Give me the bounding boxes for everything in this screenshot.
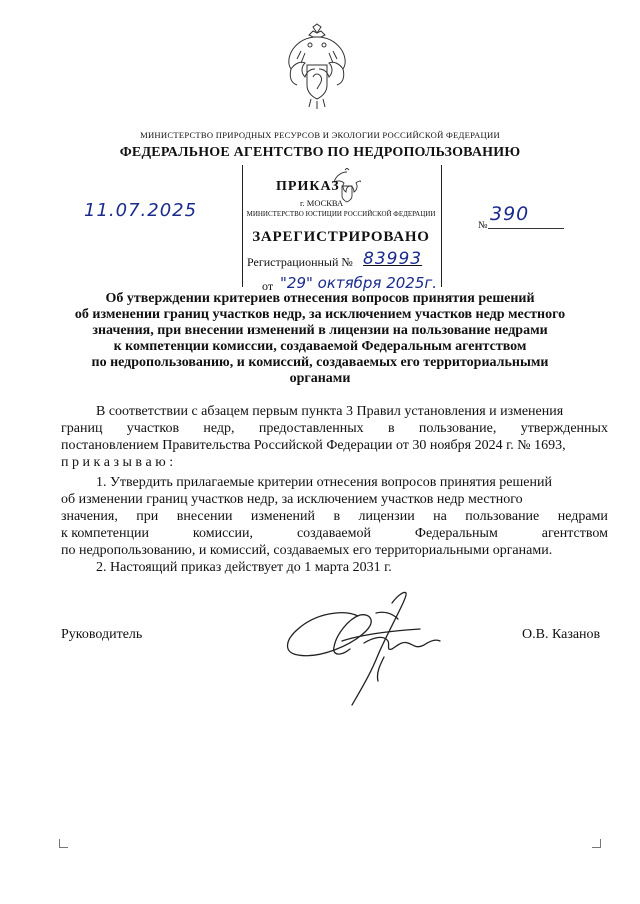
word: агентством (541, 526, 608, 541)
word: изменений (250, 509, 315, 524)
signer-role: Руководитель (61, 627, 143, 642)
body-line: по недропользованию, и комиссий, создаваемых его территориальными органами. (61, 543, 553, 558)
word: пользование, (418, 421, 497, 436)
order-command: п р и к а з ы в а ю : (61, 455, 174, 470)
body-line (61, 508, 608, 525)
title-line: Об утверждении критериев отнесения вопросов принятия решений (105, 291, 535, 306)
title-line: значения, при внесении изменений в лицензии на пользование недрами (92, 323, 548, 339)
order-number: 390 (490, 203, 530, 225)
word: предоставленных (258, 421, 364, 436)
body-line: постановлением Правительства Российской Федерации от 30 ноября 2024 г. № 1693, (61, 438, 566, 453)
paragraph-item-1 (61, 474, 608, 559)
body-line: 1. Утвердить прилагаемые критерии отнесения вопросов принятия решений (96, 475, 552, 490)
word: в (333, 509, 341, 524)
word: недр, (203, 421, 235, 436)
body-line: об изменении границ участков недр, за исключением участков недр местного (61, 492, 523, 507)
word: создаваемой (296, 526, 371, 541)
stamp-number-value: 83993 (363, 249, 423, 269)
word: недрами (557, 509, 608, 524)
stamp-number-label: Регистрационный № (247, 255, 353, 269)
word: в (387, 421, 395, 436)
word: внесении (176, 509, 233, 524)
word: участков (126, 421, 180, 436)
signer-name: О.В. Казанов (522, 627, 601, 642)
word: лицензии (358, 509, 415, 524)
document-title (60, 291, 580, 388)
word: при (136, 509, 159, 524)
word: Федеральным (414, 526, 498, 541)
body-line: В соответствии с абзацем первым пункта 3 Правил установления и изменения (96, 404, 564, 419)
title-line: по недропользованию, и комиссий, создаваемых его территориальными (91, 355, 549, 371)
word: утвержденных (520, 421, 608, 436)
word: к компетенции (61, 526, 149, 541)
stamp-date-value: "29" октября 2025г. (280, 274, 438, 292)
stamp-ministry: МИНИСТЕРСТВО ЮСТИЦИИ РОССИЙСКОЙ ФЕДЕРАЦИИ (246, 210, 436, 218)
doc-type-heading: ПРИКАЗ (276, 179, 340, 194)
order-date: 11.07.2025 (84, 200, 198, 221)
coat-of-arms-icon (279, 23, 355, 111)
body-line: 2. Настоящий приказ действует до 1 марта 2031 г. (96, 560, 392, 575)
handwritten-signature-icon (280, 583, 450, 708)
body-line (61, 420, 608, 437)
word: комиссии, (192, 526, 254, 541)
word: пользование (465, 509, 540, 524)
body-line (61, 525, 608, 542)
corner-mark (592, 839, 601, 848)
order-number-underline (488, 228, 564, 229)
word: значения, (61, 509, 118, 524)
city-label: г. МОСКВА (300, 198, 344, 208)
order-number-sign: № (478, 220, 488, 231)
ministry-name: МИНИСТЕРСТВО ПРИРОДНЫХ РЕСУРСОВ И ЭКОЛОГИИ РОССИЙСКОЙ ФЕДЕРАЦИИ (140, 130, 500, 140)
corner-mark (59, 839, 68, 848)
paragraph-item-2 (61, 559, 608, 576)
paragraph-preamble (61, 403, 608, 471)
agency-name: ФЕДЕРАЛЬНОЕ АГЕНТСТВО ПО НЕДРОПОЛЬЗОВАНИЮ (119, 145, 521, 160)
title-line: органами (289, 371, 351, 387)
title-line: к компетенции комиссии, создаваемой Федеральным агентством (113, 339, 527, 355)
title-line: об изменении границ участков недр, за исключением участков недр местного (74, 307, 566, 323)
word: на (433, 509, 447, 524)
stamp-status: ЗАРЕГИСТРИРОВАНО (252, 229, 430, 245)
word: границ (61, 421, 103, 436)
stamp-date-label: от (262, 279, 274, 293)
